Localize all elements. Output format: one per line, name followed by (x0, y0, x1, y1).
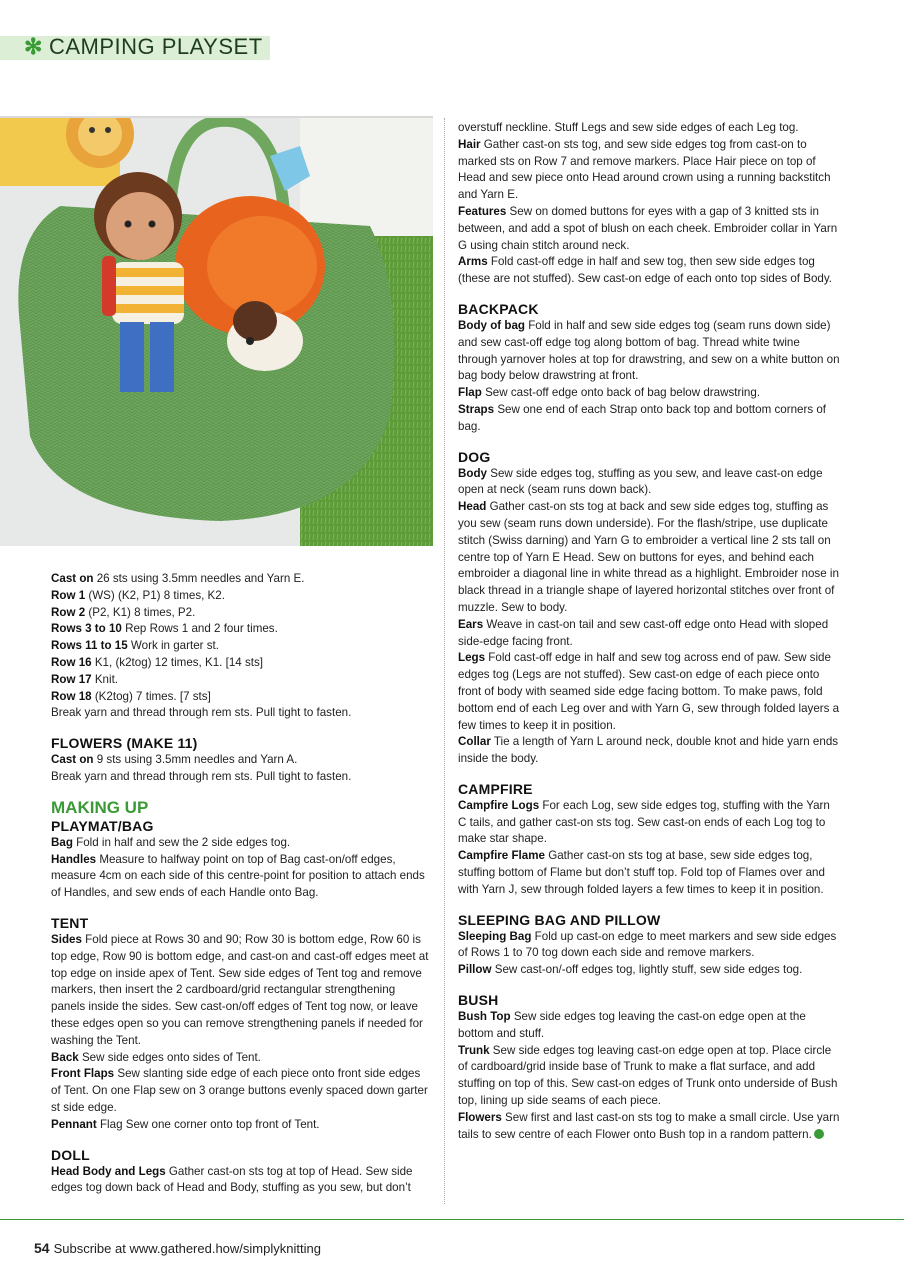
pattern-line: Head Gather cast-on sts tog at back and sew side edges tog, stuffing as you sew (seam runs down underside). For the flash/stripe, use duplicate stitch (Swiss darning) and Yarn G to embroider a vertical line 2 sts tall on centre top of Yarn E Head. Sew on buttons for eyes, and behind each embroider a diagonal line in white thread as a highlight. Embroider nose in black thread in a triangle shape of layered horizontal stitches over front of muzzle. Sew to body. (458, 500, 839, 614)
pattern-line: Campfire Flame Gather cast-on sts tog at base, sew side edges tog, stuffing bottom of Flame but don’t stuff top. Fold top of Flames over and with Yarn J, sew through folded layers a few times to keep it in position. (458, 849, 825, 896)
clover-star-icon: ✻ (24, 34, 43, 59)
footer-subscribe-text: Subscribe at www.gathered.how/simplyknitting (53, 1241, 321, 1256)
pattern-line: Cast on 9 sts using 3.5mm needles and Yarn A. (51, 753, 298, 767)
section-heading-playmat: PLAYMAT/BAG (51, 817, 154, 834)
playset-photo (0, 116, 433, 546)
section-heading-doll: DOLL (51, 1146, 90, 1163)
page-title-text: CAMPING PLAYSET (48, 34, 263, 59)
pattern-line: Row 16 K1, (k2tog) 12 times, K1. [14 sts] (51, 655, 263, 669)
section-heading-making-up: MAKING UP (51, 797, 149, 817)
right-column (458, 120, 840, 1143)
pattern-line: Bush Top Sew side edges tog leaving the cast-on edge open at the bottom and stuff. (458, 1010, 806, 1040)
pattern-line: Break yarn and thread through rem sts. Pull tight to fasten. (51, 706, 352, 720)
pattern-line: Trunk Sew side edges tog leaving cast-on edge open at top. Place circle of cardboard/grid inside base of Trunk to make a flat surface, and add stuffing on top of this. Sew cast-on edges of Trunk onto underside of Bush top, lining up side seams of each piece. (458, 1043, 838, 1108)
pattern-line: Head Body and Legs Gather cast-on sts tog at top of Head. Sew side edges tog down back of Head and Body, stuffing as you sew, but don’t (51, 1164, 413, 1195)
pattern-line: Rows 3 to 10 Rep Rows 1 and 2 four times. (51, 622, 278, 636)
pattern-line: Arms Fold cast-off edge in half and sew tog, then sew side edges tog (these are not stuffed). Sew cast-on edge of each onto top sides of Body. (458, 255, 833, 286)
pattern-line: Legs Fold cast-off edge in half and sew tog across end of paw. Sew side edges tog (Legs are not stuffed). Sew cast-on edge of each piece onto front of body with seamed side edge facing bottom. To make paws, fold bottom end of each Leg over and with Yarn G, sew through folded layers a few times to keep it in position. (458, 651, 840, 732)
pattern-line: Row 17 Knit. (51, 672, 119, 686)
yarn-ball-icon (814, 1129, 824, 1139)
footer-rule (0, 1219, 904, 1220)
section-heading-flowers: FLOWERS (MAKE 11) (51, 735, 198, 752)
left-column (51, 571, 432, 1197)
section-heading-dog: DOG (458, 448, 491, 465)
pattern-line: Row 2 (P2, K1) 8 times, P2. (51, 605, 196, 619)
pattern-line: Collar Tie a length of Yarn L around neck, double knot and hide yarn ends inside the body. (458, 735, 839, 766)
pattern-line: Pennant Flag Sew one corner onto top front of Tent. (51, 1117, 320, 1131)
page-title (24, 34, 263, 60)
pattern-line: Straps Sew one end of each Strap onto back top and bottom corners of bag. (458, 402, 827, 433)
pattern-line: overstuff neckline. Stuff Legs and sew side edges of each Leg tog. (458, 121, 799, 134)
pattern-line: Bag Fold in half and sew the 2 side edges tog. (51, 835, 291, 849)
section-heading-campfire: CAMPFIRE (458, 780, 533, 797)
page-number: 54 (34, 1240, 50, 1256)
pattern-line: Break yarn and thread through rem sts. Pull tight to fasten. (51, 769, 352, 783)
pattern-line: Sleeping Bag Fold up cast-on edge to meet markers and sew side edges of Rows 1 to 70 tog down each side and remove markers. (458, 929, 837, 960)
pattern-line: Cast on 26 sts using 3.5mm needles and Yarn E. (51, 572, 305, 585)
section-heading-sleeping-bag: SLEEPING BAG AND PILLOW (458, 911, 661, 928)
section-heading-bush: BUSH (458, 992, 499, 1009)
footer (34, 1240, 321, 1256)
pattern-line: Back Sew side edges onto sides of Tent. (51, 1050, 261, 1064)
pattern-line: Handles Measure to halfway point on top of Bag cast-on/off edges, measure 4cm on each side of this centre-point for position to attach ends of Handles, and sew ends of each Handle onto Bag. (51, 852, 425, 900)
pattern-line: Pillow Sew cast-on/-off edges tog, lightly stuff, sew side edges tog. (458, 963, 803, 977)
pattern-line: Row 1 (WS) (K2, P1) 8 times, K2. (51, 588, 225, 602)
pattern-line: Ears Weave in cast-on tail and sew cast-off edge onto Head with sloped side-edge facing front. (458, 617, 829, 648)
pattern-line: Row 18 (K2tog) 7 times. [7 sts] (51, 689, 211, 703)
pattern-line: Body of bag Fold in half and sew side edges tog (seam runs down side) and sew cast-off edge tog along bottom of bag. Thread white twine through yarnover holes at top for drawstring, and sew on a white button on bag body below drawstring at front. (458, 318, 840, 383)
section-heading-backpack: BACKPACK (458, 300, 539, 317)
pattern-line: Flowers Sew first and last cast-on sts tog to make a small circle. Use yarn tails to sew centre of each Flower onto Bush top in a random pattern. (458, 1110, 840, 1141)
pattern-line: Features Sew on domed buttons for eyes with a gap of 3 knitted sts in between, and add a spot of blush on each cheek. Embroider collar in Yarn G using chain stitch around neck. (458, 204, 838, 252)
column-divider (444, 118, 445, 1204)
section-heading-tent: TENT (51, 914, 89, 931)
pattern-line: Hair Gather cast-on sts tog, and sew side edges tog from cast-on to marked sts on Row 7 and remove markers. Place Hair piece on top of Head and sew piece onto Head around crown using a running backstitch and Yarn E. (458, 137, 831, 202)
pattern-line: Sides Fold piece at Rows 30 and 90; Row 30 is bottom edge, Row 60 is top edge, Row 90 is bottom edge, and cast-on and cast-off edges meet at top edge on inside apex of Tent. Sew side edges of Tent tog and remove markers, then insert the 2 cardboard/grid rectangular strengthening panels inside the sides. Sew cast-on/off edges of Tent tog now, or leave these edges open so you can remove strengthening panels if needed for washing the Tent. (51, 932, 429, 1047)
pattern-line: Campfire Logs For each Log, sew side edges tog, stuffing with the Yarn C tails, and gather cast-on sts tog. Sew cast-on ends of each Log tog to make star shape. (458, 798, 830, 846)
pattern-line: Front Flaps Sew slanting side edge of each piece onto front side edges of Tent. On one Flap sew on 3 orange buttons evenly spaced down garter st side edge. (51, 1067, 428, 1114)
playset-photo-illustration (0, 116, 433, 546)
pattern-line: Body Sew side edges tog, stuffing as you sew, and leave cast-on edge open at neck (seam runs down back). (458, 466, 823, 497)
pattern-line: Flap Sew cast-off edge onto back of bag below drawstring. (458, 386, 761, 400)
pattern-line: Rows 11 to 15 Work in garter st. (51, 639, 219, 653)
